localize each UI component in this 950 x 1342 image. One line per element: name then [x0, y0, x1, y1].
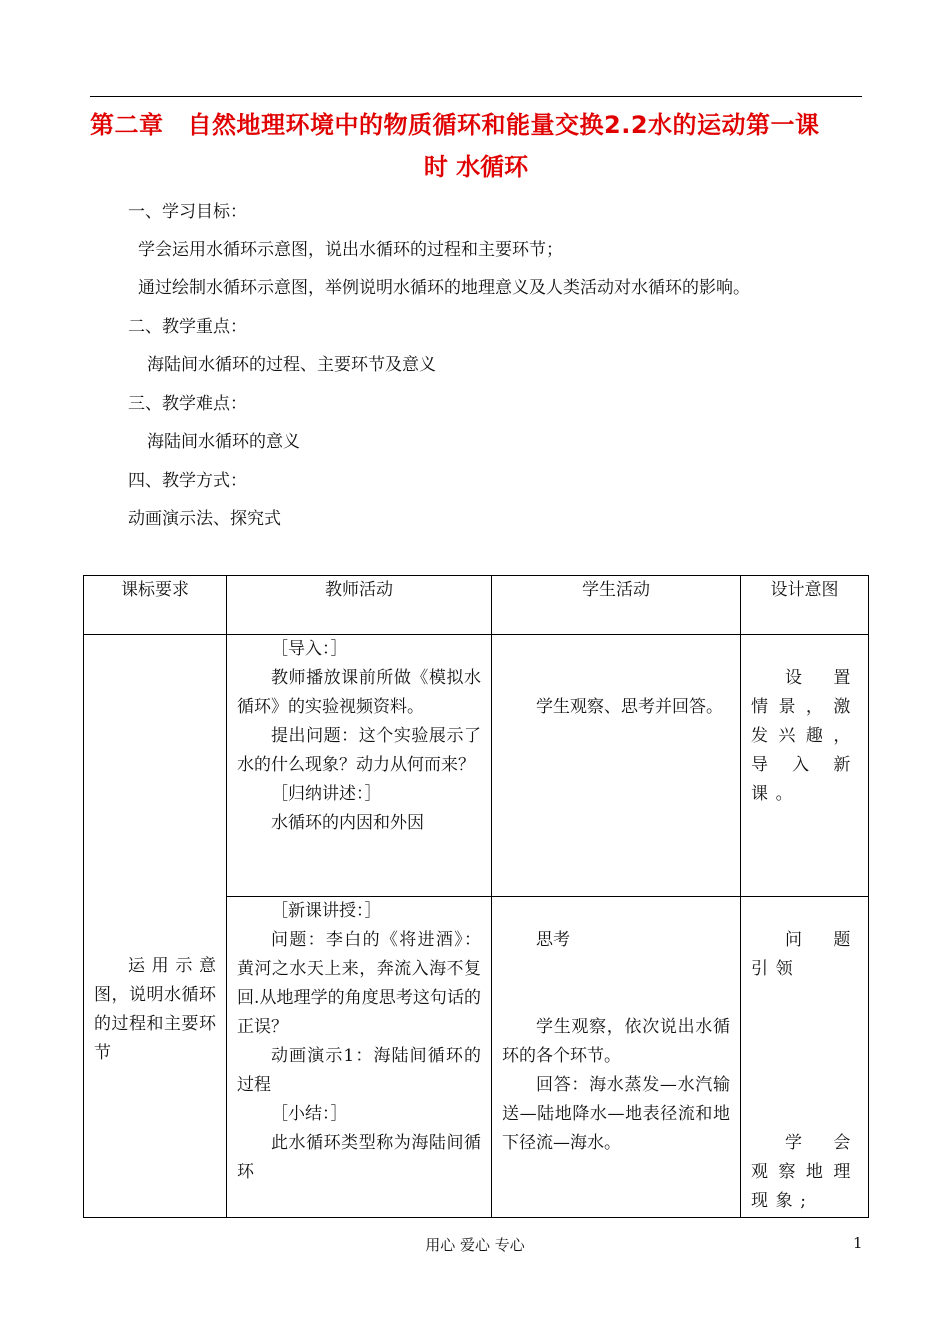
title-line2: 时 水循环: [423, 153, 529, 181]
intent-cell: [741, 635, 869, 897]
teacher-cell: [227, 897, 492, 1218]
table-row: [84, 635, 869, 897]
teacher-line: 问题：李白的《将进酒》：黄河之水天上来，奔流入海不复回.从地理学的角度思考这句话的正误？: [237, 930, 481, 1037]
intent-line: 设置情景，激发兴趣，导入新课。: [751, 668, 858, 804]
header-student: 学生活动: [492, 576, 741, 635]
lesson-plan-table: [83, 575, 869, 1218]
student-line: 回答：海水蒸发—水汽输送—陆地降水—地表径流和地下径流—海水。: [502, 1075, 730, 1153]
section-heading-key-points: 二、教学重点：: [128, 317, 247, 337]
page-number: 1: [853, 1234, 863, 1252]
difficulty-item: 海陆间水循环的意义: [147, 432, 300, 452]
student-line: 思考: [536, 930, 570, 950]
method-item: 动画演示法、探究式: [128, 509, 281, 529]
intent-line: 学会观察地理现象;: [751, 1133, 858, 1211]
intent-line: 问题引领: [751, 930, 858, 979]
objective-item: 学会运用水循环示意图，说出水循环的过程和主要环节；: [138, 240, 563, 260]
top-rule: [90, 96, 862, 97]
student-line: 学生观察，依次说出水循环的各个环节。: [502, 1017, 730, 1066]
teacher-line: 水循环的内因和外因: [271, 813, 424, 833]
header-standard: 课标要求: [84, 576, 227, 635]
header-intent: 设计意图: [741, 576, 869, 635]
teacher-line: 此水循环类型称为海陆间循环: [237, 1133, 481, 1182]
intent-cell: [741, 897, 869, 1218]
teacher-line: ［导入：］: [271, 639, 348, 659]
teacher-line: 动画演示1：海陆间循环的过程: [237, 1046, 481, 1095]
standard-cell: [84, 635, 227, 1218]
header-teacher: 教师活动: [227, 576, 492, 635]
section-heading-difficulties: 三、教学难点：: [128, 394, 247, 414]
standard-text: 运用示意图，说明水循环的过程和主要环节: [94, 956, 216, 1063]
teacher-line: 教师播放课前所做《模拟水循环》的实验视频资料。: [237, 668, 481, 717]
title-chapter: 第二章: [90, 111, 164, 139]
student-cell: [492, 897, 741, 1218]
page-footer: 用心 爱心 专心: [425, 1236, 525, 1254]
teacher-line: ［小结：］: [271, 1104, 348, 1124]
key-point-item: 海陆间水循环的过程、主要环节及意义: [147, 355, 436, 375]
section-heading-objectives: 一、学习目标：: [128, 202, 247, 222]
teacher-line: ［新课讲授：］: [271, 901, 382, 921]
section-heading-method: 四、教学方式：: [128, 471, 247, 491]
title-main: 自然地理环境中的物质循环和能量交换2.2水的运动第一课: [187, 111, 820, 139]
student-cell: [492, 635, 741, 897]
document-title: [90, 104, 862, 188]
objective-item: 通过绘制水循环示意图，举例说明水循环的地理意义及人类活动对水循环的影响。: [138, 278, 750, 298]
teacher-line: 提出问题：这个实验展示了水的什么现象？动力从何而来？: [237, 726, 481, 775]
table-header-row: [84, 576, 869, 635]
student-line: 学生观察、思考并回答。: [536, 697, 723, 717]
teacher-line: ［归纳讲述：］: [271, 784, 382, 804]
teacher-cell: [227, 635, 492, 897]
